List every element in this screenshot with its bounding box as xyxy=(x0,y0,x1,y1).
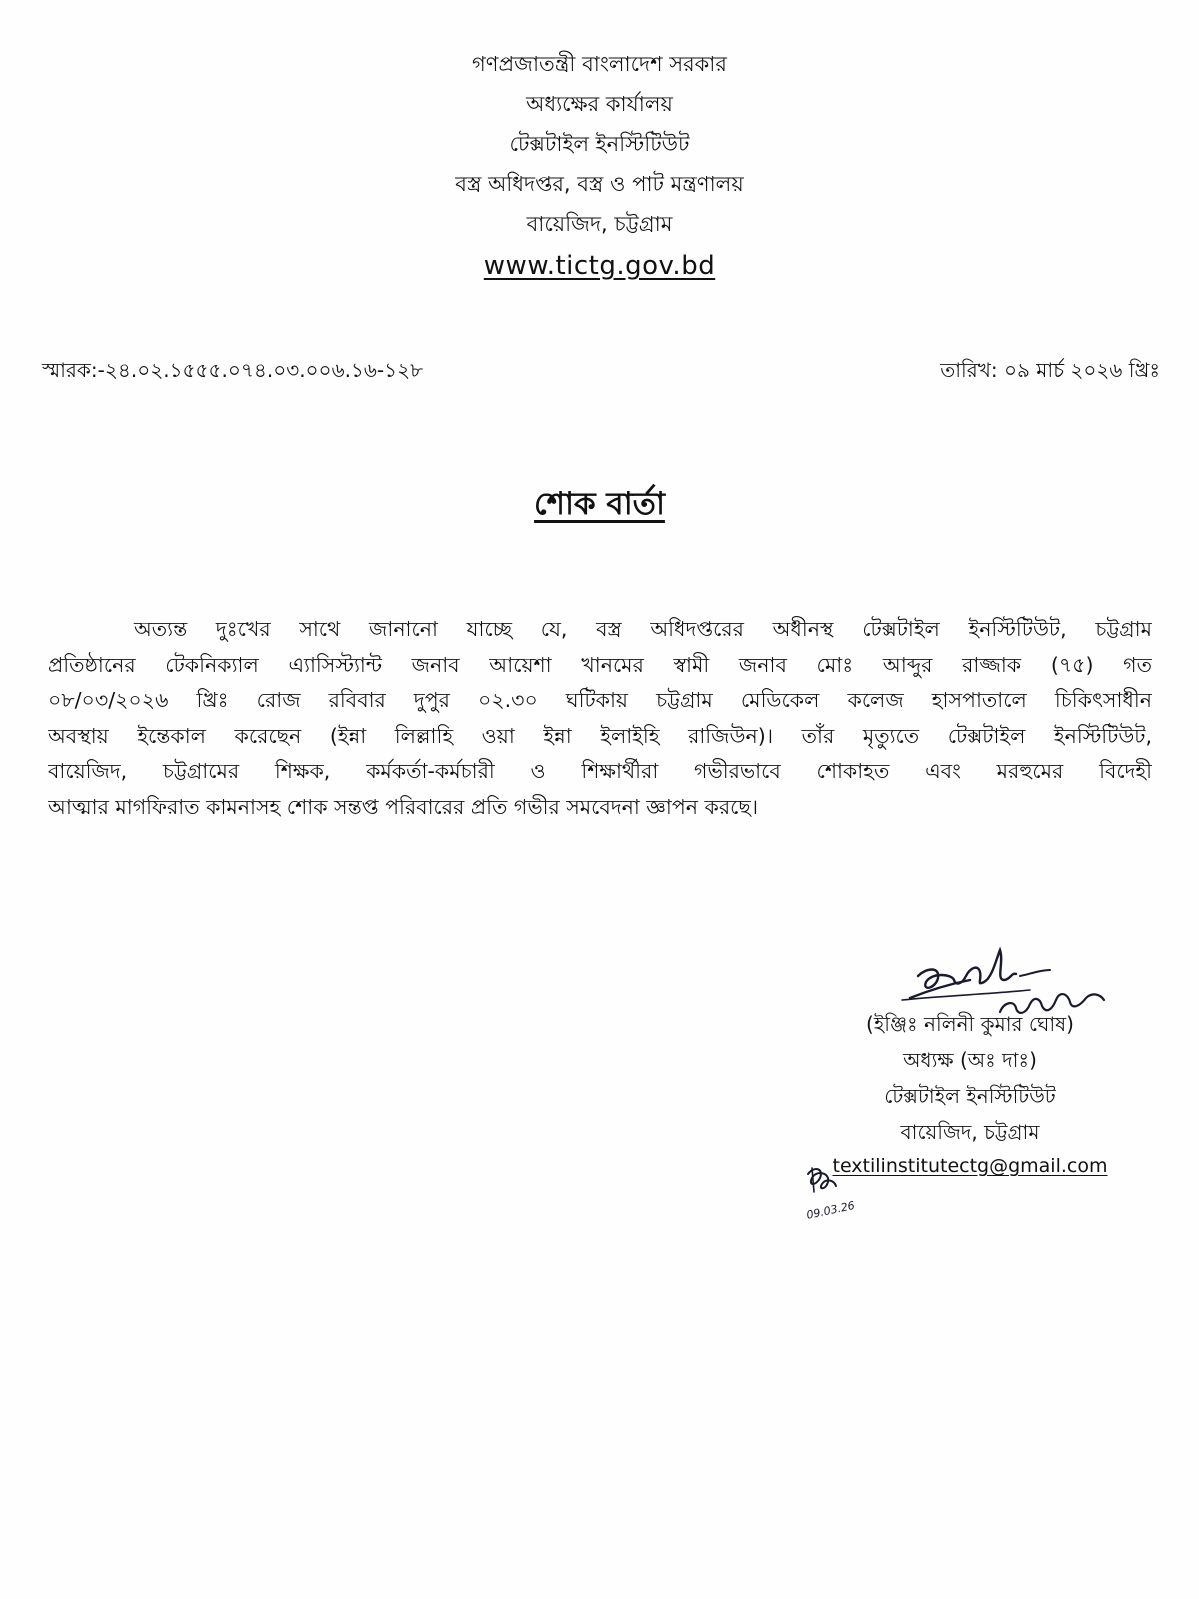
signatory-name: (ইঞ্জিঃ নলিনী কুমার ঘোষ) xyxy=(866,1012,1074,1036)
condolence-paragraph xyxy=(48,612,1152,825)
office-name: অধ্যক্ষের কার্যালয় xyxy=(526,92,673,116)
signature-block xyxy=(800,940,1160,1240)
svg-text:09.03.26: 09.03.26 xyxy=(805,1198,856,1222)
paragraph-line: বায়েজিদ, চট্টগ্রামের শিক্ষক, কর্মকর্তা-কর্মচারী ও শিক্ষার্থীরা গভীরভাবে শোকাহত এবং মরহুমের বিদেহী xyxy=(48,759,1152,783)
signatory-email[interactable]: textilinstitutectg@gmail.com xyxy=(832,1155,1108,1177)
letterhead xyxy=(0,44,1199,288)
signatory-designation: অধ্যক্ষ (অঃ দাঃ) xyxy=(903,1048,1037,1072)
handwritten-initial-and-date xyxy=(800,1164,900,1224)
paragraph-line: অত্যন্ত দুঃখের সাথে জানানো যাচ্ছে যে, বস্ত্র অধিদপ্তরের অধীনস্থ টেক্সটাইল ইনস্টিটিউট, চট্টগ্রাম xyxy=(134,617,1152,641)
paragraph-line: অবস্থায় ইন্তেকাল করেছেন (ইন্না লিল্লাহি ওয়া ইন্না ইলাইহি রাজিউন)। তাঁর মৃত্যুতে টেক্সটাইল ইনস্টিটিউট, xyxy=(48,723,1152,748)
reference-row xyxy=(42,352,1160,388)
paragraph-line: ০৮/০৩/২০২৬ খ্রিঃ রোজ রবিবার দুপুর ০২.৩০ ঘটিকায় চট্টগ্রাম মেডিকেল কলেজ হাসপাতালে চিকিৎসাধীন xyxy=(48,688,1152,712)
letter-date: তারিখ: ০৯ মার্চ ২০২৬ খ্রিঃ xyxy=(940,358,1160,382)
institute-name: টেক্সটাইল ইনস্টিটিউট xyxy=(509,132,690,156)
institute-location: বায়েজিদ, চট্টগ্রাম xyxy=(526,212,673,236)
title-text: শোক বার্তা xyxy=(534,486,665,522)
memo-number: স্মারক:-২৪.০২.১৫৫৫.০৭৪.০৩.০০৬.১৬-১২৮ xyxy=(42,358,424,382)
ministry-name: বস্ত্র অধিদপ্তর, বস্ত্র ও পাট মন্ত্রণালয় xyxy=(455,172,744,196)
website-link[interactable]: www.tictg.gov.bd xyxy=(483,251,716,281)
signatory-details xyxy=(800,1006,1140,1182)
paragraph-line: প্রতিষ্ঠানের টেকনিক্যাল এ্যাসিস্ট্যান্ট জনাব আয়েশা খানমের স্বামী জনাব মোঃ আব্দুর রাজ্জাক (৭৫) গত xyxy=(48,652,1152,677)
signatory-institute: টেক্সটাইল ইনস্টিটিউট xyxy=(884,1084,1056,1108)
paragraph-line: আত্মার মাগফিরাত কামনাসহ শোক সন্তপ্ত পরিবারের প্রতি গভীর সমবেদনা জ্ঞাপন করছে। xyxy=(48,794,759,819)
signatory-location: বায়েজিদ, চট্টগ্রাম xyxy=(900,1120,1040,1144)
document-title xyxy=(0,482,1199,526)
government-name: গণপ্রজাতন্ত্রী বাংলাদেশ সরকার xyxy=(472,52,727,76)
